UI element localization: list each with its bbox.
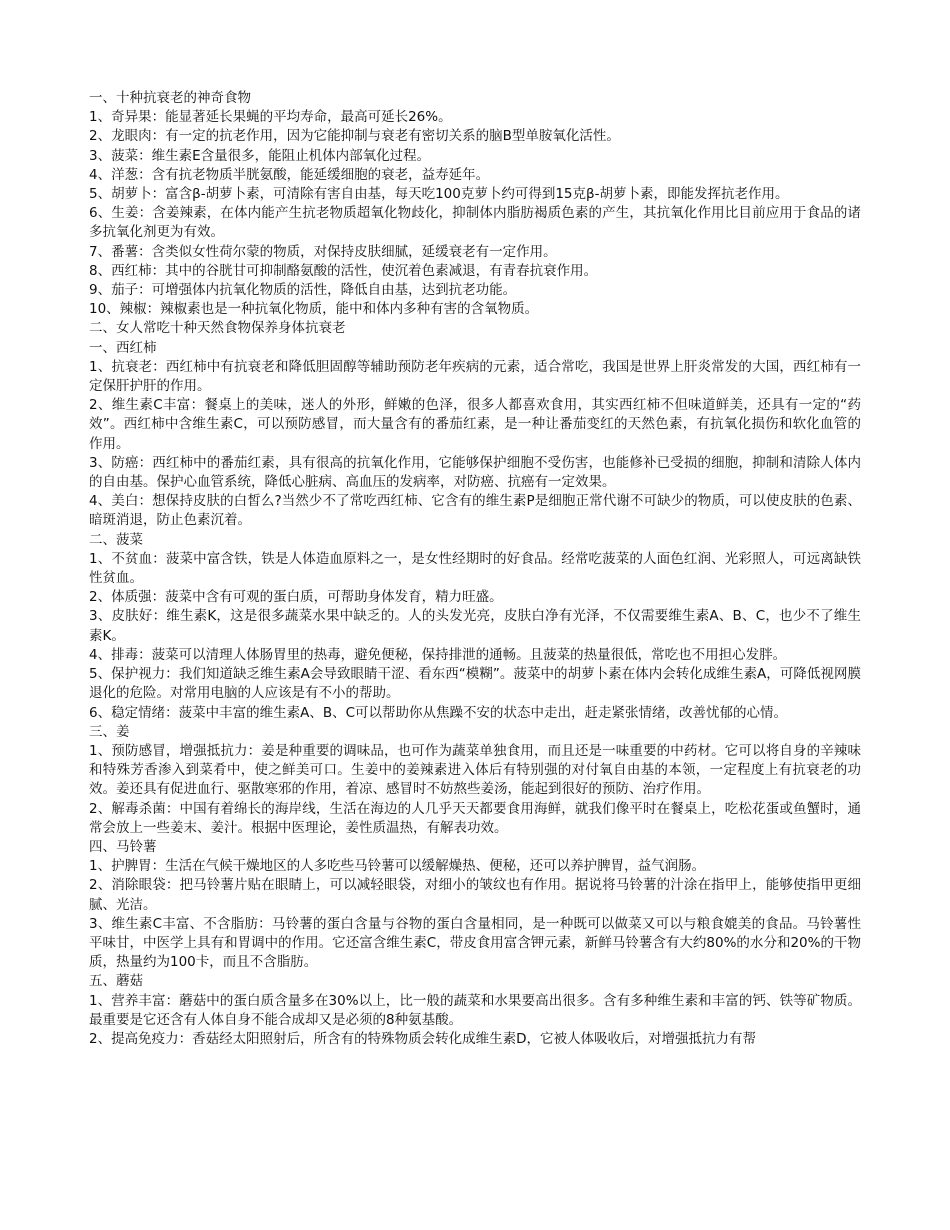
list-item: 6、生姜：含姜辣素，在体内能产生抗老物质超氧化物歧化，抑制体内脂肪褐质色素的产生，其抗氧化作用比目前应用于食品的诸多抗氧化剂更为有效。 — [89, 205, 861, 241]
subheading-mushroom: 五、蘑菇 — [89, 973, 143, 990]
subheading-spinach: 二、菠菜 — [89, 531, 143, 548]
list-item: 9、茄子：可增强体内抗氧化物质的活性，降低自由基，达到抗老功能。 — [89, 282, 517, 299]
list-item: 4、洋葱：含有抗老物质半胱氨酸，能延缓细胞的衰老，益寿延年。 — [89, 166, 490, 183]
list-item: 8、西红柿：其中的谷胱甘可抑制酪氨酸的活性，使沉着色素减退，有青春抗衰作用。 — [89, 262, 598, 279]
list-item: 4、排毒：菠菜可以清理人体肠胃里的热毒，避免便秘，保持排泄的通畅。且菠菜的热量很低，常吃也不用担心发胖。 — [89, 646, 787, 663]
list-item: 1、护脾胃：生活在气候干燥地区的人多吃些马铃薯可以缓解燥热、便秘，还可以养护脾胃，益气润肠。 — [89, 858, 706, 875]
list-item: 6、稳定情绪：菠菜中丰富的维生素A、B、C可以帮助你从焦躁不安的状态中走出，赶走紧张情绪，改善忧郁的心情。 — [89, 704, 788, 721]
list-item: 7、番薯：含类似女性荷尔蒙的物质，对保持皮肤细腻，延缓衰老有一定作用。 — [89, 243, 557, 260]
list-item: 10、辣椒：辣椒素也是一种抗氧化物质，能中和体内多种有害的含氧物质。 — [89, 301, 539, 318]
list-item: 1、抗衰老：西红柿中有抗衰老和降低胆固醇等辅助预防老年疾病的元素，适合常吃，我国是世界上肝炎常发的大国，西红柿有一定保肝护肝的作用。 — [89, 358, 861, 395]
list-item: 1、营养丰富：蘑菇中的蛋白质含量多在30%以上，比一般的蔬菜和水果要高出很多。含有多种维生素和丰富的钙、铁等矿物质。最重要是它还含有人体自身不能合成却又是必须的8种氨基酸。 — [89, 992, 861, 1028]
list-item: 5、保护视力：我们知道缺乏维生素A会导致眼睛干涩、看东西“模糊”。菠菜中的胡萝卜素在体内会转化成维生素A，可降低视网膜退化的危险。对常用电脑的人应该是有不小的帮助。 — [89, 666, 861, 702]
heading-section-2: 二、女人常吃十种天然食物保养身体抗衰老 — [89, 320, 346, 337]
list-item: 3、防癌：西红柿中的番茄红素，具有很高的抗氧化作用，它能够保护细胞不受伤害，也能修补已受损的细胞，抑制和清除人体内的自由基。保护心血管系统，降低心脏病、高血压的发病率，对防癌、抗癌有一定效果。 — [89, 454, 861, 491]
document-page — [89, 89, 861, 1049]
subheading-ginger: 三、姜 — [89, 723, 130, 740]
list-item: 1、奇异果：能显著延长果蝇的平均寿命，最高可延长26%。 — [89, 109, 452, 126]
heading-section-1: 一、十种抗衰老的神奇食物 — [89, 90, 251, 106]
list-item: 2、体质强：菠菜中含有可观的蛋白质，可帮助身体发育，精力旺盛。 — [89, 589, 503, 606]
list-item: 2、消除眼袋：把马铃薯片贴在眼睛上，可以减轻眼袋，对细小的皱纹也有作用。据说将马铃薯的汁涂在指甲上，能够使指甲更细腻、光洁。 — [89, 877, 861, 913]
list-item: 2、龙眼肉：有一定的抗老作用，因为它能抑制与衰老有密切关系的脑B型单胺氧化活性。 — [89, 128, 620, 145]
subheading-tomato: 一、西红柿 — [89, 339, 157, 356]
list-item: 2、解毒杀菌：中国有着绵长的海岸线，生活在海边的人几乎天天都要食用海鲜，就我们像平时在餐桌上，吃松花蛋或鱼蟹时，通常会放上一些姜末、姜汁。根据中医理论，姜性质温热，有解表功效。 — [89, 800, 861, 836]
list-item: 1、不贫血：菠菜中富含铁，铁是人体造血原料之一，是女性经期时的好食品。经常吃菠菜的人面色红润、光彩照人，可远离缺铁性贫血。 — [89, 550, 861, 587]
list-item: 1、预防感冒，增强抵抗力：姜是种重要的调味品，也可作为蔬菜单独食用，而且还是一味重要的中药材。它可以将自身的辛辣味和特殊芳香渗入到菜肴中，使之鲜美可口。生姜中的姜辣素进入体后有特别强的对付氧自由基的本领，一定程度上有抗衰老的功效。姜还具有促进血行、驱散寒邪的作用，着凉、感冒时不妨熬些姜汤，能起到很好的预防、治疗作用。 — [89, 742, 861, 798]
list-item: 3、菠菜：维生素E含量很多，能阻止机体内部氧化过程。 — [89, 147, 431, 164]
list-item: 3、皮肤好：维生素K，这是很多蔬菜水果中缺乏的。人的头发光亮，皮肤白净有光泽，不仅需要维生素A、B、C，也少不了维生素K。 — [89, 608, 861, 644]
list-item: 4、美白：想保持皮肤的白皙么?当然少不了常吃西红柿、它含有的维生素P是细胞正常代谢不可缺少的物质，可以使皮肤的色素、暗斑消退，防止色素沉着。 — [89, 493, 861, 529]
list-item: 5、胡萝卜：富含β-胡萝卜素，可清除有害自由基，每天吃100克萝卜约可得到15克β-胡萝卜素，即能发挥抗老作用。 — [89, 186, 789, 203]
subheading-potato: 四、马铃薯 — [89, 838, 157, 855]
list-item: 3、维生素C丰富、不含脂肪：马铃薯的蛋白含量与谷物的蛋白含量相同，是一种既可以做菜又可以与粮食媲美的食品。马铃薯性平味甘，中医学上具有和胃调中的作用。它还富含维生素C，带皮食用富含钾元素，新鲜马铃薯含有大约80%的水分和20%的干物质，热量约为100卡，而且不含脂肪。 — [89, 915, 861, 971]
list-item: 2、维生素C丰富：餐桌上的美味，迷人的外形，鲜嫩的色泽，很多人都喜欢食用，其实西红柿不但味道鲜美，还具有一定的“药效”。西红柿中含维生素C，可以预防感冒，而大量含有的番茄红素，是一种让番茄变红的天然色素，有抗氧化损伤和软化血管的作用。 — [89, 397, 861, 452]
list-item: 2、提高免疫力：香菇经太阳照射后，所含有的特殊物质会转化成维生素D，它被人体吸收后，对增强抵抗力有帮 — [89, 1030, 756, 1047]
